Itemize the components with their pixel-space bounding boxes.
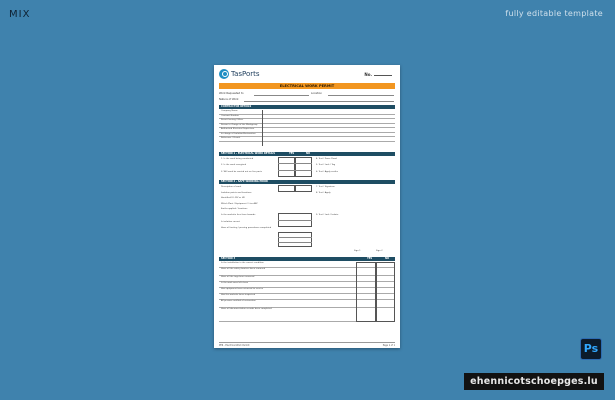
s1-row: 1. Is the work being conducted	[221, 158, 254, 160]
col-no-label: NO	[385, 257, 390, 260]
s2-row: Identified LV, MV or HV	[221, 197, 245, 199]
col-no-label: NO	[306, 152, 311, 155]
s3-no-column	[376, 262, 395, 322]
row-label: In-charge of Isolation/Restoration	[221, 132, 256, 135]
s2-row: Earths applied / locations	[221, 208, 248, 210]
row-label: Permit Issuing Officer	[221, 119, 244, 121]
s2-right-row: 9. Test / Lock / Isolate	[316, 214, 339, 216]
field-line	[328, 95, 394, 96]
photoshop-icon: Ps	[580, 338, 602, 360]
section-label: SECTION 2 - SAFE WORKING PRIOR	[221, 180, 268, 183]
s2-row: Is the worksite free from hazards	[221, 214, 256, 216]
row-label: Is the installation in the correct condition	[221, 262, 264, 264]
row-label: Has the worksite been inspected	[221, 294, 256, 296]
s1-yes-boxes	[278, 157, 295, 177]
box-divider	[278, 242, 312, 243]
row-label: Have all the tags been removed	[221, 276, 255, 278]
s3-yes-column	[356, 262, 376, 322]
s1-right-row: 5. Test / Lock / Tag	[316, 164, 336, 166]
row-label: Reference / Permit	[221, 137, 241, 139]
website-watermark: ehennicotschoepges.lu	[464, 373, 604, 390]
row-label: Has equipment been returned to service	[221, 288, 264, 290]
row-label: Have all the safety barriers been removed	[221, 268, 266, 270]
s2-row: Which Plant / Equipment / Live ABC	[221, 203, 258, 205]
s2-right-row: 8. Test / Apply	[316, 192, 331, 194]
permit-number-line	[374, 75, 392, 76]
s1-right-row: 6. Test / Apply earths	[316, 171, 338, 173]
s1-no-boxes	[295, 157, 312, 177]
row-label: Person in Charge of the Workgroup	[221, 123, 258, 126]
col-yes-label: YES	[367, 257, 373, 260]
s2-row: Description of work	[221, 186, 242, 188]
section-label: CONTRACTOR DETAILS	[221, 105, 252, 108]
permit-document-preview	[214, 65, 400, 348]
contractor-values-column	[262, 110, 395, 146]
company-logo	[219, 69, 260, 79]
brand-label: MIX	[9, 9, 31, 20]
box-divider	[278, 220, 312, 221]
permit-number-label: No.	[364, 72, 372, 77]
s2-right-row: 7. Test / Signature	[316, 186, 335, 188]
box-divider	[278, 170, 312, 171]
section-1-header	[219, 152, 395, 156]
s1-row: 2. Is the work energised	[221, 164, 247, 166]
row-label: All persons notified of restoration	[221, 300, 256, 302]
logo-mark-icon	[219, 69, 229, 79]
signature-label: Sign 2	[376, 250, 383, 252]
s2-row: Isolation points and locations	[221, 192, 252, 194]
section-3-header	[219, 257, 395, 261]
row-label: Company Name	[221, 110, 238, 112]
document-footer	[219, 342, 395, 347]
logo-name: TasPorts	[231, 70, 260, 78]
section-label: SECTION 3	[221, 257, 236, 260]
row-label: Contract Number	[221, 114, 239, 117]
field-line	[254, 95, 309, 96]
field-work-requested: Work Requested to	[219, 92, 244, 95]
s2-row: Is isolation correct	[221, 221, 241, 223]
s2-box-bottom	[278, 232, 312, 247]
signature-label: Sign 1	[354, 250, 361, 252]
s2-box	[295, 185, 312, 192]
field-line	[244, 101, 394, 102]
section-contractor-details	[219, 105, 395, 109]
field-location: Location	[311, 92, 322, 95]
field-nature-of-work: Nature of Work	[219, 98, 239, 101]
footer-left: PER - Electrical Work Permit	[219, 344, 250, 347]
permit-title: ELECTRICAL WORK PERMIT	[219, 83, 395, 89]
row-label: Have all documentation records been completed	[221, 308, 272, 310]
s1-row: 3. Will work be carried out on live parts	[221, 171, 262, 173]
footer-right: Page 1 of 1	[382, 344, 395, 347]
box-divider	[278, 237, 312, 238]
section-2-header	[219, 180, 395, 184]
s2-row: Have all testing / proving procedures completed	[221, 227, 272, 229]
s1-right-row: 4. Test / Prove Dead	[316, 158, 337, 160]
col-yes-label: YES	[289, 152, 295, 155]
s2-box	[278, 185, 295, 192]
tagline: fully editable template	[505, 9, 603, 18]
section-label: SECTION 1 - ELECTRICAL WORK DETAILS	[221, 152, 275, 155]
row-label: Is the work area left clean	[221, 282, 249, 284]
box-divider	[278, 163, 312, 164]
row-label: Authorised Electrical Supervisor	[221, 128, 255, 130]
